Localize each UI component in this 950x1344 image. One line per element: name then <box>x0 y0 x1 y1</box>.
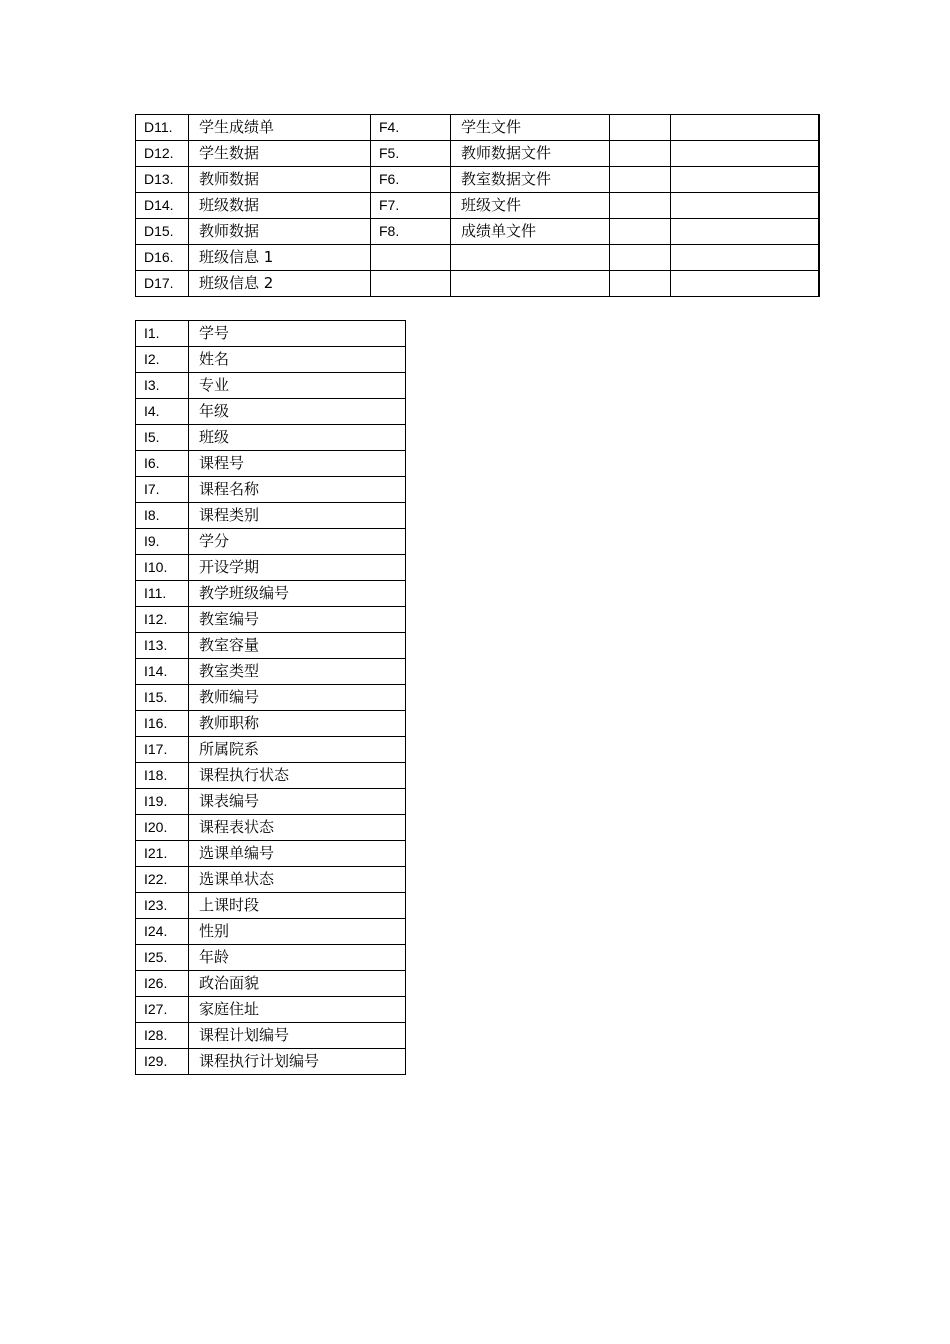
data-item-name: 开设学期 <box>189 555 406 581</box>
empty-cell <box>671 193 819 219</box>
data-item-code: I7. <box>136 477 189 503</box>
table-row <box>136 711 406 737</box>
table-row <box>136 399 406 425</box>
data-store-name: 教师数据 <box>189 167 371 193</box>
data-item-name: 选课单状态 <box>189 867 406 893</box>
empty-cell <box>671 115 819 141</box>
table-row <box>136 503 406 529</box>
data-item-name: 性别 <box>189 919 406 945</box>
empty-cell <box>610 167 671 193</box>
data-item-name: 教学班级编号 <box>189 581 406 607</box>
data-item-name: 家庭住址 <box>189 997 406 1023</box>
table-row <box>136 945 406 971</box>
data-item-name: 政治面貌 <box>189 971 406 997</box>
empty-cell <box>610 141 671 167</box>
empty-cell <box>610 245 671 271</box>
table-row <box>136 373 406 399</box>
table-row <box>136 919 406 945</box>
data-store-code: D15. <box>136 219 189 245</box>
data-item-name: 课程表状态 <box>189 815 406 841</box>
file-name: 教室数据文件 <box>451 167 610 193</box>
data-item-table <box>135 320 406 1075</box>
data-item-name: 教师职称 <box>189 711 406 737</box>
data-item-name: 课表编号 <box>189 789 406 815</box>
data-item-code: I21. <box>136 841 189 867</box>
data-item-table-body <box>136 321 406 1075</box>
data-item-name: 教室编号 <box>189 607 406 633</box>
data-item-code: I18. <box>136 763 189 789</box>
file-code: F5. <box>371 141 451 167</box>
data-item-code: I27. <box>136 997 189 1023</box>
empty-cell <box>671 245 819 271</box>
data-store-code: D14. <box>136 193 189 219</box>
file-code: F7. <box>371 193 451 219</box>
table-row <box>136 245 819 271</box>
table-row <box>136 529 406 555</box>
data-item-name: 姓名 <box>189 347 406 373</box>
table-row <box>136 997 406 1023</box>
data-item-code: I29. <box>136 1049 189 1075</box>
table-row <box>136 321 406 347</box>
data-item-name: 学分 <box>189 529 406 555</box>
data-item-code: I6. <box>136 451 189 477</box>
file-code: F4. <box>371 115 451 141</box>
empty-cell <box>671 167 819 193</box>
data-item-name: 课程计划编号 <box>189 1023 406 1049</box>
data-item-name: 年级 <box>189 399 406 425</box>
data-item-code: I13. <box>136 633 189 659</box>
data-item-name: 选课单编号 <box>189 841 406 867</box>
table-row <box>136 867 406 893</box>
data-item-code: I10. <box>136 555 189 581</box>
data-item-name: 教师编号 <box>189 685 406 711</box>
empty-cell <box>610 271 671 297</box>
data-item-name: 所属院系 <box>189 737 406 763</box>
data-item-name: 上课时段 <box>189 893 406 919</box>
data-item-code: I2. <box>136 347 189 373</box>
empty-cell <box>610 219 671 245</box>
file-code <box>371 271 451 297</box>
file-name: 教师数据文件 <box>451 141 610 167</box>
data-store-name: 教师数据 <box>189 219 371 245</box>
data-item-code: I17. <box>136 737 189 763</box>
data-item-code: I25. <box>136 945 189 971</box>
data-item-code: I16. <box>136 711 189 737</box>
data-store-code: D13. <box>136 167 189 193</box>
file-name <box>451 245 610 271</box>
data-store-code: D17. <box>136 271 189 297</box>
table-row <box>136 659 406 685</box>
table-row <box>136 971 406 997</box>
data-item-code: I24. <box>136 919 189 945</box>
data-item-name: 年龄 <box>189 945 406 971</box>
data-item-code: I14. <box>136 659 189 685</box>
data-item-code: I15. <box>136 685 189 711</box>
data-item-code: I5. <box>136 425 189 451</box>
table-row <box>136 1023 406 1049</box>
data-item-code: I12. <box>136 607 189 633</box>
table-row <box>136 581 406 607</box>
table-row <box>136 347 406 373</box>
file-name: 成绩单文件 <box>451 219 610 245</box>
empty-cell <box>610 115 671 141</box>
data-item-name: 教室类型 <box>189 659 406 685</box>
data-store-table-body <box>136 115 819 297</box>
table-row <box>136 193 819 219</box>
data-item-code: I9. <box>136 529 189 555</box>
empty-cell <box>671 271 819 297</box>
data-item-name: 课程号 <box>189 451 406 477</box>
data-store-code: D16. <box>136 245 189 271</box>
file-name: 班级文件 <box>451 193 610 219</box>
data-store-table <box>135 114 820 297</box>
table-row <box>136 737 406 763</box>
data-item-code: I19. <box>136 789 189 815</box>
empty-cell <box>671 219 819 245</box>
data-item-code: I22. <box>136 867 189 893</box>
table-row <box>136 115 819 141</box>
data-item-code: I8. <box>136 503 189 529</box>
data-item-name: 课程类别 <box>189 503 406 529</box>
file-code <box>371 245 451 271</box>
table-row <box>136 219 819 245</box>
table-row <box>136 1049 406 1075</box>
table-row <box>136 555 406 581</box>
data-store-name: 学生成绩单 <box>189 115 371 141</box>
table-row <box>136 841 406 867</box>
data-store-code: D12. <box>136 141 189 167</box>
data-item-name: 专业 <box>189 373 406 399</box>
table-row <box>136 167 819 193</box>
data-item-code: I11. <box>136 581 189 607</box>
table-row <box>136 141 819 167</box>
table-row <box>136 607 406 633</box>
data-item-name: 课程执行计划编号 <box>189 1049 406 1075</box>
file-code: F6. <box>371 167 451 193</box>
data-item-name: 班级 <box>189 425 406 451</box>
file-name <box>451 271 610 297</box>
data-item-code: I20. <box>136 815 189 841</box>
data-item-code: I1. <box>136 321 189 347</box>
table-row <box>136 685 406 711</box>
table-row <box>136 893 406 919</box>
empty-cell <box>671 141 819 167</box>
data-store-name: 班级信息 2 <box>189 271 371 297</box>
file-name: 学生文件 <box>451 115 610 141</box>
table-row <box>136 451 406 477</box>
data-store-code: D11. <box>136 115 189 141</box>
data-item-code: I28. <box>136 1023 189 1049</box>
data-item-code: I26. <box>136 971 189 997</box>
data-store-name: 班级信息 1 <box>189 245 371 271</box>
table-row <box>136 477 406 503</box>
table-row <box>136 789 406 815</box>
table-row <box>136 763 406 789</box>
data-item-code: I3. <box>136 373 189 399</box>
data-item-code: I23. <box>136 893 189 919</box>
data-item-name: 学号 <box>189 321 406 347</box>
data-item-name: 课程名称 <box>189 477 406 503</box>
table-row <box>136 815 406 841</box>
table-row <box>136 271 819 297</box>
file-code: F8. <box>371 219 451 245</box>
data-item-name: 课程执行状态 <box>189 763 406 789</box>
empty-cell <box>610 193 671 219</box>
table-row <box>136 425 406 451</box>
data-store-name: 学生数据 <box>189 141 371 167</box>
data-item-code: I4. <box>136 399 189 425</box>
data-item-name: 教室容量 <box>189 633 406 659</box>
data-store-name: 班级数据 <box>189 193 371 219</box>
table-row <box>136 633 406 659</box>
